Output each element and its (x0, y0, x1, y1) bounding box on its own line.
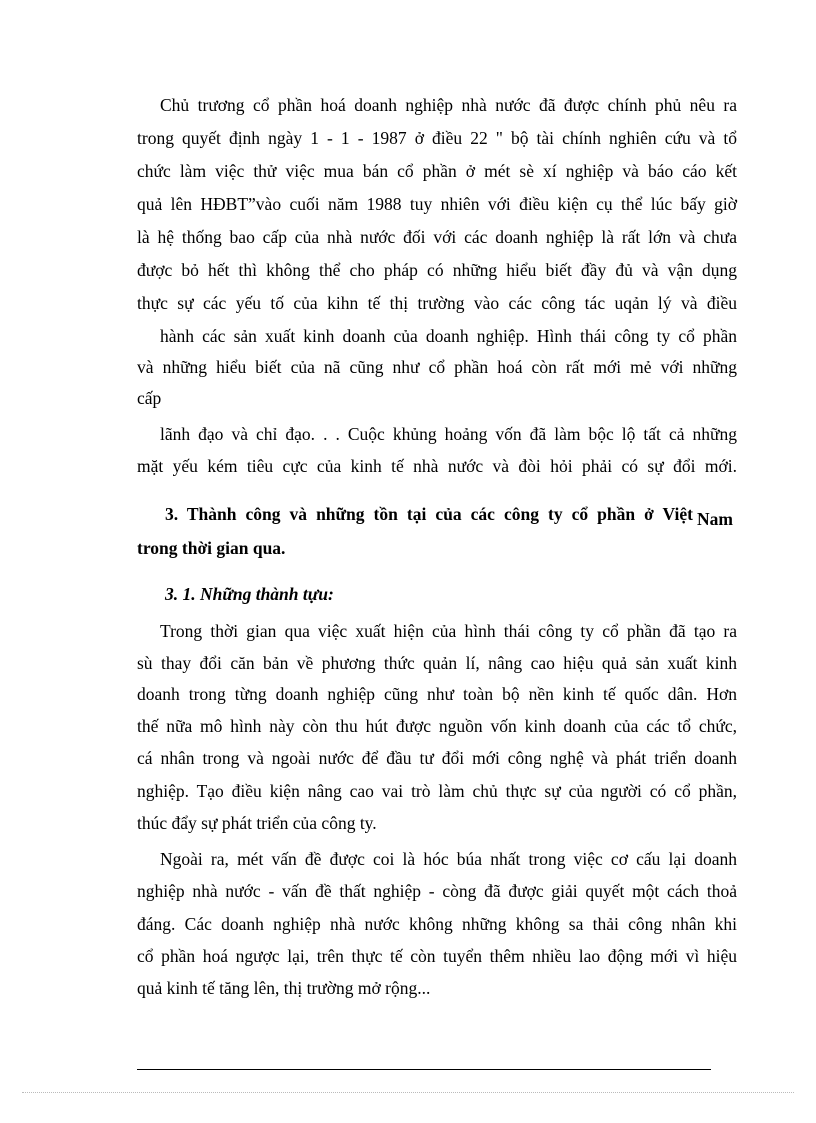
subsection-3-1-heading: 3. 1. Những thành tựu: (165, 584, 334, 604)
paragraph-3-line-5: quả kinh tế tăng lên, thị trường mở rộng... (137, 978, 431, 998)
paragraph-1-line-7: thực sự các yếu tố của kihn tế thị trường vào các công tác uqản lý và điều (137, 293, 737, 313)
paragraph-1-line-10: cấp (137, 388, 162, 408)
paragraph-2-line-5: cá nhân trong và ngoài nước để đầu tư đổi mới công nghệ và phát triển doanh (137, 748, 737, 768)
paragraph-1-line-8: hành các sản xuất kinh doanh của doanh nghiệp. Hình thái công ty cổ phần (160, 326, 737, 346)
paragraph-1-line-5: là hệ thống bao cấp của nhà nước đối với các doanh nghiệp là rất lớn và chưa (137, 227, 737, 247)
paragraph-1-line-1: Chủ trương cổ phần hoá doanh nghiệp nhà nước đã được chính phủ nêu ra (160, 95, 737, 115)
page-boundary-dotted-line (22, 1092, 794, 1093)
paragraph-2-line-3: doanh trong từng doanh nghiệp cũng như toàn bộ nền kinh tế quốc dân. Hơn (137, 684, 737, 704)
paragraph-2-line-6: nghiệp. Tạo điều kiện nâng cao vai trò làm chủ thực sự của người có cổ phần, (137, 781, 737, 801)
section-3-heading-nam: Nam (697, 509, 733, 529)
paragraph-1-line-6: được bỏ hết thì không thể cho pháp có những hiểu biết đầy đủ và vận dụng (137, 260, 737, 280)
paragraph-1-line-3: chức làm việc thử việc mua bán cổ phần ở mét sè xí nghiệp và báo cáo kết (137, 161, 737, 181)
paragraph-1-line-9: và những hiểu biết của nã cũng như cổ phần hoá còn rất mới mẻ với những (137, 357, 737, 377)
paragraph-1-line-4: quả lên HĐBT”vào cuối năm 1988 tuy nhiên với điều kiện cụ thể lúc bấy giờ (137, 194, 737, 214)
paragraph-3-line-3: đáng. Các doanh nghiệp nhà nước không những không sa thải công nhân khi (137, 914, 737, 934)
paragraph-3-line-1: Ngoài ra, mét vấn đề được coi là hóc búa nhất trong việc cơ cấu lại doanh (160, 849, 737, 869)
paragraph-3-line-4: cổ phần hoá ngược lại, trên thực tế còn tuyển thêm nhiều lao động mới vì hiệu (137, 946, 737, 966)
paragraph-1-line-2: trong quyết định ngày 1 - 1 - 1987 ở điều 22 " bộ tài chính nghiên cứu và tổ (137, 128, 737, 148)
paragraph-2-line-7: thúc đẩy sự phát triển của công ty. (137, 813, 377, 833)
paragraph-3-line-2: nghiệp nhà nước - vấn đề thất nghiệp - còng đã được giải quyết một cách thoả (137, 881, 737, 901)
paragraph-2-line-1: Trong thời gian qua việc xuất hiện của hình thái công ty cổ phần đã tạo ra (160, 621, 737, 641)
paragraph-1-line-12: mặt yếu kém tiêu cực của kinh tế nhà nước và đòi hỏi phải có sự đổi mới. (137, 456, 737, 476)
paragraph-1-line-11: lãnh đạo và chỉ đạo. . . Cuộc khủng hoảng vốn đã làm bộc lộ tất cả những (160, 424, 737, 444)
paragraph-2-line-2: sù thay đổi căn bản về phương thức quản lí, nâng cao hiệu quả sản xuất kinh (137, 653, 737, 673)
section-3-heading-line-2: trong thời gian qua. (137, 538, 286, 558)
section-3-heading-line-1: 3. Thành công và những tồn tại của các công ty cổ phần ở Việt (165, 504, 693, 524)
footer-rule (137, 1069, 711, 1070)
paragraph-2-line-4: thế nữa mô hình này còn thu hút được nguồn vốn kinh doanh của các tổ chức, (137, 716, 737, 736)
